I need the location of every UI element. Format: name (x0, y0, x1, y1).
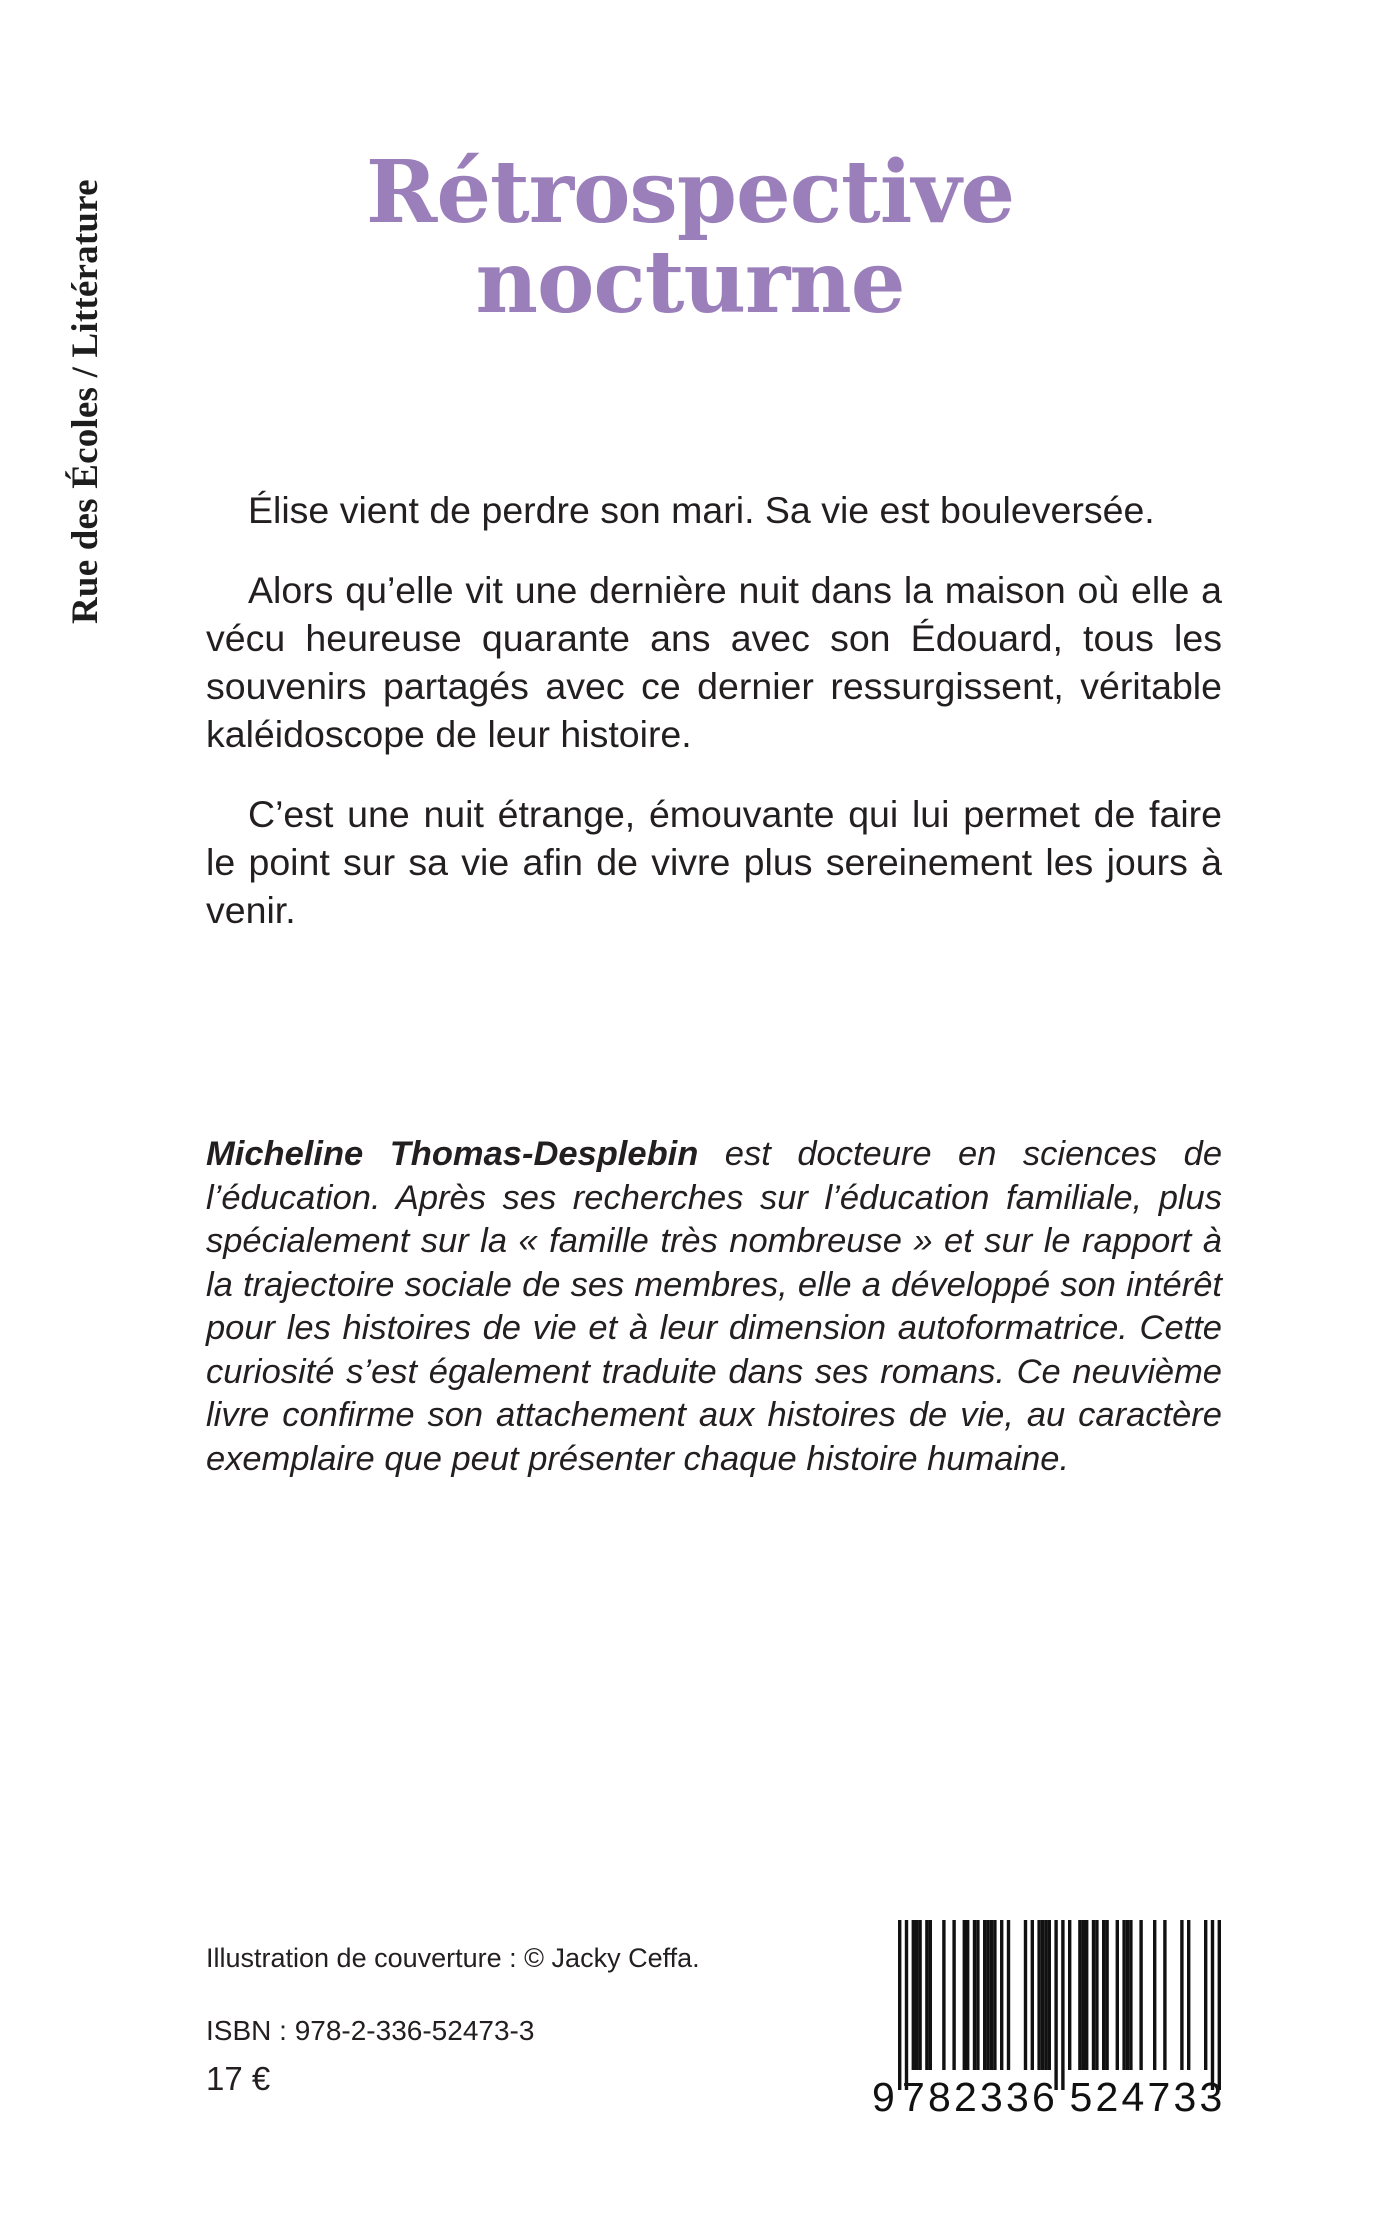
barcode-bar (1085, 1920, 1088, 2070)
barcode-bar (1126, 1920, 1129, 2070)
barcode-bar (915, 1920, 918, 2070)
barcode-bar (1054, 1920, 1057, 2090)
barcode-bar (942, 1920, 945, 2070)
barcode-bar (993, 1920, 996, 2070)
summary-paragraph-2: Alors qu’elle vit une dernière nuit dans la maison où elle a vécu heureuse quarante ans avec son Édouard, tous les souvenirs partagés avec ce dernier ressurgissent, véritable kaléidoscope de leur histoire. (206, 569, 1222, 755)
barcode-bar (1211, 1920, 1214, 2090)
barcode-bar (983, 1920, 986, 2070)
barcode-bar (1122, 1920, 1125, 2070)
barcode-bar (905, 1920, 908, 2090)
book-title-line-1: Rétrospective (365, 142, 1015, 243)
barcode-bar (966, 1920, 969, 2070)
barcode-bars (872, 1920, 1232, 2090)
barcode-bar (1218, 1920, 1221, 2090)
price: 17 € (206, 2060, 271, 2097)
barcode-bar (1163, 1920, 1166, 2070)
barcode-bar (918, 1920, 921, 2070)
back-cover-summary (206, 486, 1222, 966)
barcode-bar (1024, 1920, 1027, 2070)
barcode-left-digits: 782336 (902, 2074, 1059, 2120)
author-biography (206, 1133, 1222, 1481)
barcode-bar (973, 1920, 976, 2070)
barcode-right-digits: 524733 (1069, 2074, 1226, 2120)
barcode-bar (1068, 1920, 1071, 2070)
illustration-credit: Illustration de couverture : © Jacky Ceffa. (206, 1943, 700, 1973)
barcode-bar (1041, 1920, 1044, 2070)
barcode-bar (1037, 1920, 1040, 2070)
barcode-bar (1044, 1920, 1047, 2070)
barcode (872, 1920, 1232, 2126)
summary-paragraph-3: C’est une nuit étrange, émouvante qui lui permet de faire le point sur sa vie afin de vivre plus sereinement les jours à venir. (206, 793, 1222, 931)
spine-collection-label: Rue des Écoles / Littérature (65, 179, 106, 624)
book-title (220, 142, 1160, 333)
book-title-line-2: nocturne (475, 232, 905, 333)
barcode-bar (1048, 1920, 1051, 2070)
barcode-bar (898, 1920, 901, 2090)
barcode-bar (1031, 1920, 1034, 2070)
barcode-bar (952, 1920, 955, 2070)
isbn-number: ISBN : 978-2-336-52473-3 (206, 2015, 535, 2046)
barcode-first-digit: 9 (872, 2074, 899, 2120)
barcode-bar (963, 1920, 966, 2070)
barcode-bar (1092, 1920, 1095, 2070)
barcode-bar (1187, 1920, 1190, 2070)
barcode-bar (1180, 1920, 1183, 2070)
barcode-bar (925, 1920, 928, 2070)
barcode-bar (1153, 1920, 1156, 2070)
barcode-digits (872, 2068, 1232, 2126)
author-name: Micheline Thomas-Desplebin (206, 1135, 699, 1173)
barcode-bar (1061, 1920, 1064, 2090)
barcode-bar (986, 1920, 989, 2070)
summary-paragraph-1: Élise vient de perdre son mari. Sa vie est bouleversée. (248, 489, 1155, 531)
barcode-bar (929, 1920, 932, 2070)
barcode-bar (1000, 1920, 1003, 2070)
barcode-bar (990, 1920, 993, 2070)
barcode-bar (1078, 1920, 1081, 2070)
barcode-bar (1007, 1920, 1010, 2070)
barcode-bar (1105, 1920, 1108, 2070)
barcode-bar (1129, 1920, 1132, 2070)
barcode-bar (912, 1920, 915, 2070)
barcode-bar (1139, 1920, 1142, 2070)
barcode-bar (976, 1920, 979, 2070)
author-biography-text: est docteure en sciences de l’éducation. Après ses recherches sur l’éducation familiale, plus spécialement sur la « famille très nombreuse » et sur le rapport à la trajectoire sociale de ses membres, elle a développé son intérêt pour les histoires de vie et à leur dimension autoformatrice. Cette curiosité s’est également traduite dans ses romans. Ce neuvième livre confirme son attachement aux histoires de vie, au caractère exemplaire que peut présenter chaque histoire humaine. (206, 1135, 1223, 1478)
barcode-bar (1204, 1920, 1207, 2070)
barcode-bar (1116, 1920, 1119, 2070)
barcode-bar (1082, 1920, 1085, 2070)
barcode-bar (1102, 1920, 1105, 2070)
barcode-bar (1095, 1920, 1098, 2070)
